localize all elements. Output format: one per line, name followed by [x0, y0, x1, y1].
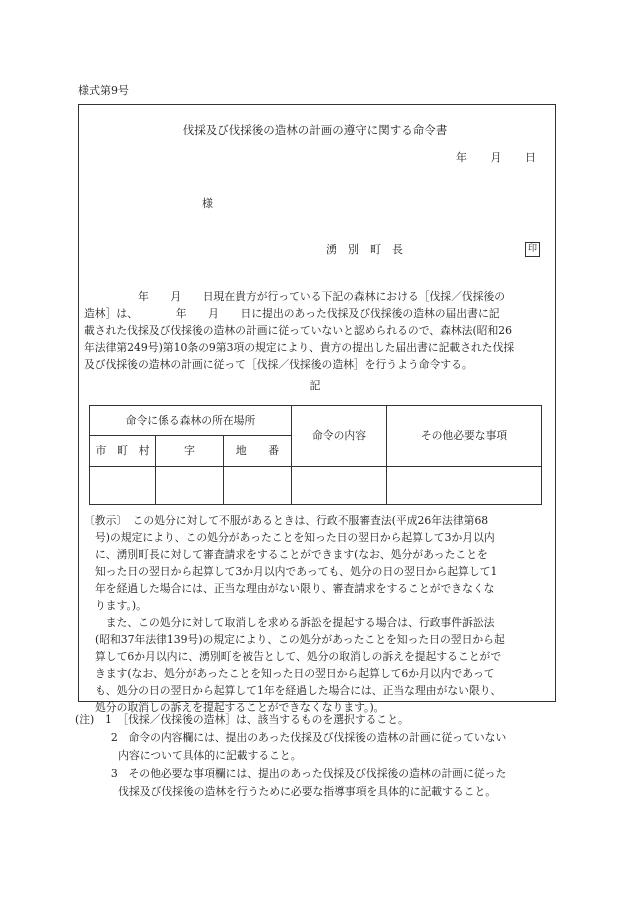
other-matters-header: その他必要な事項: [387, 406, 542, 467]
order-body-line: 及び伐採後の造林の計画に従って［伐採／伐採後の造林］を行うよう命令する。: [84, 358, 473, 371]
municipality-cell[interactable]: [90, 466, 156, 504]
order-body-line: 年 月 日現在貴方が行っている下記の森林における［伐採／伐採後の: [84, 290, 506, 303]
notice-line: 知った日の翌日から起算して3か月以内であっても、処分の日の翌日から起算して1: [95, 565, 498, 578]
municipality-header: 市 町 村: [90, 436, 156, 466]
aza-header: 字: [156, 436, 224, 466]
notes: [75, 711, 575, 801]
appeal-notice: [84, 512, 550, 716]
other-matters-cell[interactable]: [387, 466, 542, 504]
notice-line: 〔教示〕 この処分に対して不服があるときは、行政不服審査法(平成26年法律第68: [84, 514, 489, 527]
notice-line: も、処分の日の翌日から起算して1年を経過した場合には、正当な理由がない限り、: [95, 684, 502, 697]
notice-line: 処分の取消しの訴えを提起することができなくなります。)。: [95, 701, 385, 714]
note-line: 伐採及び伐採後の造林を行うために必要な指導事項を具体的に記載すること。: [75, 785, 497, 798]
order-content-cell[interactable]: [292, 466, 387, 504]
ki-heading: 記: [309, 379, 321, 392]
location-header: 命令に係る森林の所在場所: [90, 406, 292, 436]
order-content-header: 命令の内容: [292, 406, 387, 467]
notice-line: ります。)。: [95, 599, 147, 612]
seal-mark: 印: [525, 242, 540, 257]
form-number: 様式第9号: [78, 84, 129, 97]
aza-cell[interactable]: [156, 466, 224, 504]
date-month: 月: [490, 151, 502, 164]
lot-number-cell[interactable]: [224, 466, 292, 504]
notice-line: 号)の規定により、この処分があったことを知った日の翌日から起算して3か月以内: [95, 531, 495, 544]
notice-line: に、湧別町長に対して審査請求をすることができます(なお、処分があったことを: [95, 548, 488, 561]
issuer-name: 湧 別 町 長: [326, 243, 403, 256]
order-body-line: 載された伐採及び伐採後の造林の計画に従っていないと認められるので、森林法(昭和26: [84, 324, 513, 337]
order-body-line: 年法律第249号)第10条の9第3項の規定により、貴方の提出した届出書に記載された伐採: [84, 341, 515, 354]
note-line: (注) 1 ［伐採／伐採後の造林］は、該当するものを選択すること。: [75, 713, 409, 726]
addressee-suffix: 様: [202, 197, 213, 210]
date-line: [450, 150, 536, 165]
date-year: 年: [456, 151, 467, 164]
notice-line: 年を経過した場合には、正当な理由がない限り、審査請求をすることができなくな: [95, 582, 495, 595]
date-day: 日: [525, 151, 536, 164]
notice-line: 算して6か月以内に、湧別町を被告として、処分の取消しの訴えを提起することがで: [95, 650, 502, 663]
notice-line: きます(なお、処分があったことを知った日の翌日から起算して6か月以内であって: [95, 667, 495, 680]
document-title: 伐採及び伐採後の造林の計画の遵守に関する命令書: [182, 123, 448, 137]
note-line: 内容について具体的に記載すること。: [75, 749, 302, 762]
notice-line: また、この処分に対して取消しを求める訴訟を提起する場合は、行政事件訴訟法: [95, 616, 495, 629]
note-line: 2 命令の内容欄には、提出のあった伐採及び伐採後の造林の計画に従っていない: [75, 731, 507, 744]
order-body-line: 造林］は、 年 月 日に提出のあった伐採及び伐採後の造林の届出書に記: [84, 307, 500, 320]
lot-number-header: 地 番: [224, 436, 292, 466]
order-table: [89, 405, 542, 505]
notice-line: (昭和37年法律139号)の規定により、この処分があったことを知った日の翌日から起: [95, 633, 505, 646]
note-line: 3 その他必要な事項欄には、提出のあった伐採及び伐採後の造林の計画に従った: [75, 767, 507, 780]
order-body: [84, 288, 550, 373]
